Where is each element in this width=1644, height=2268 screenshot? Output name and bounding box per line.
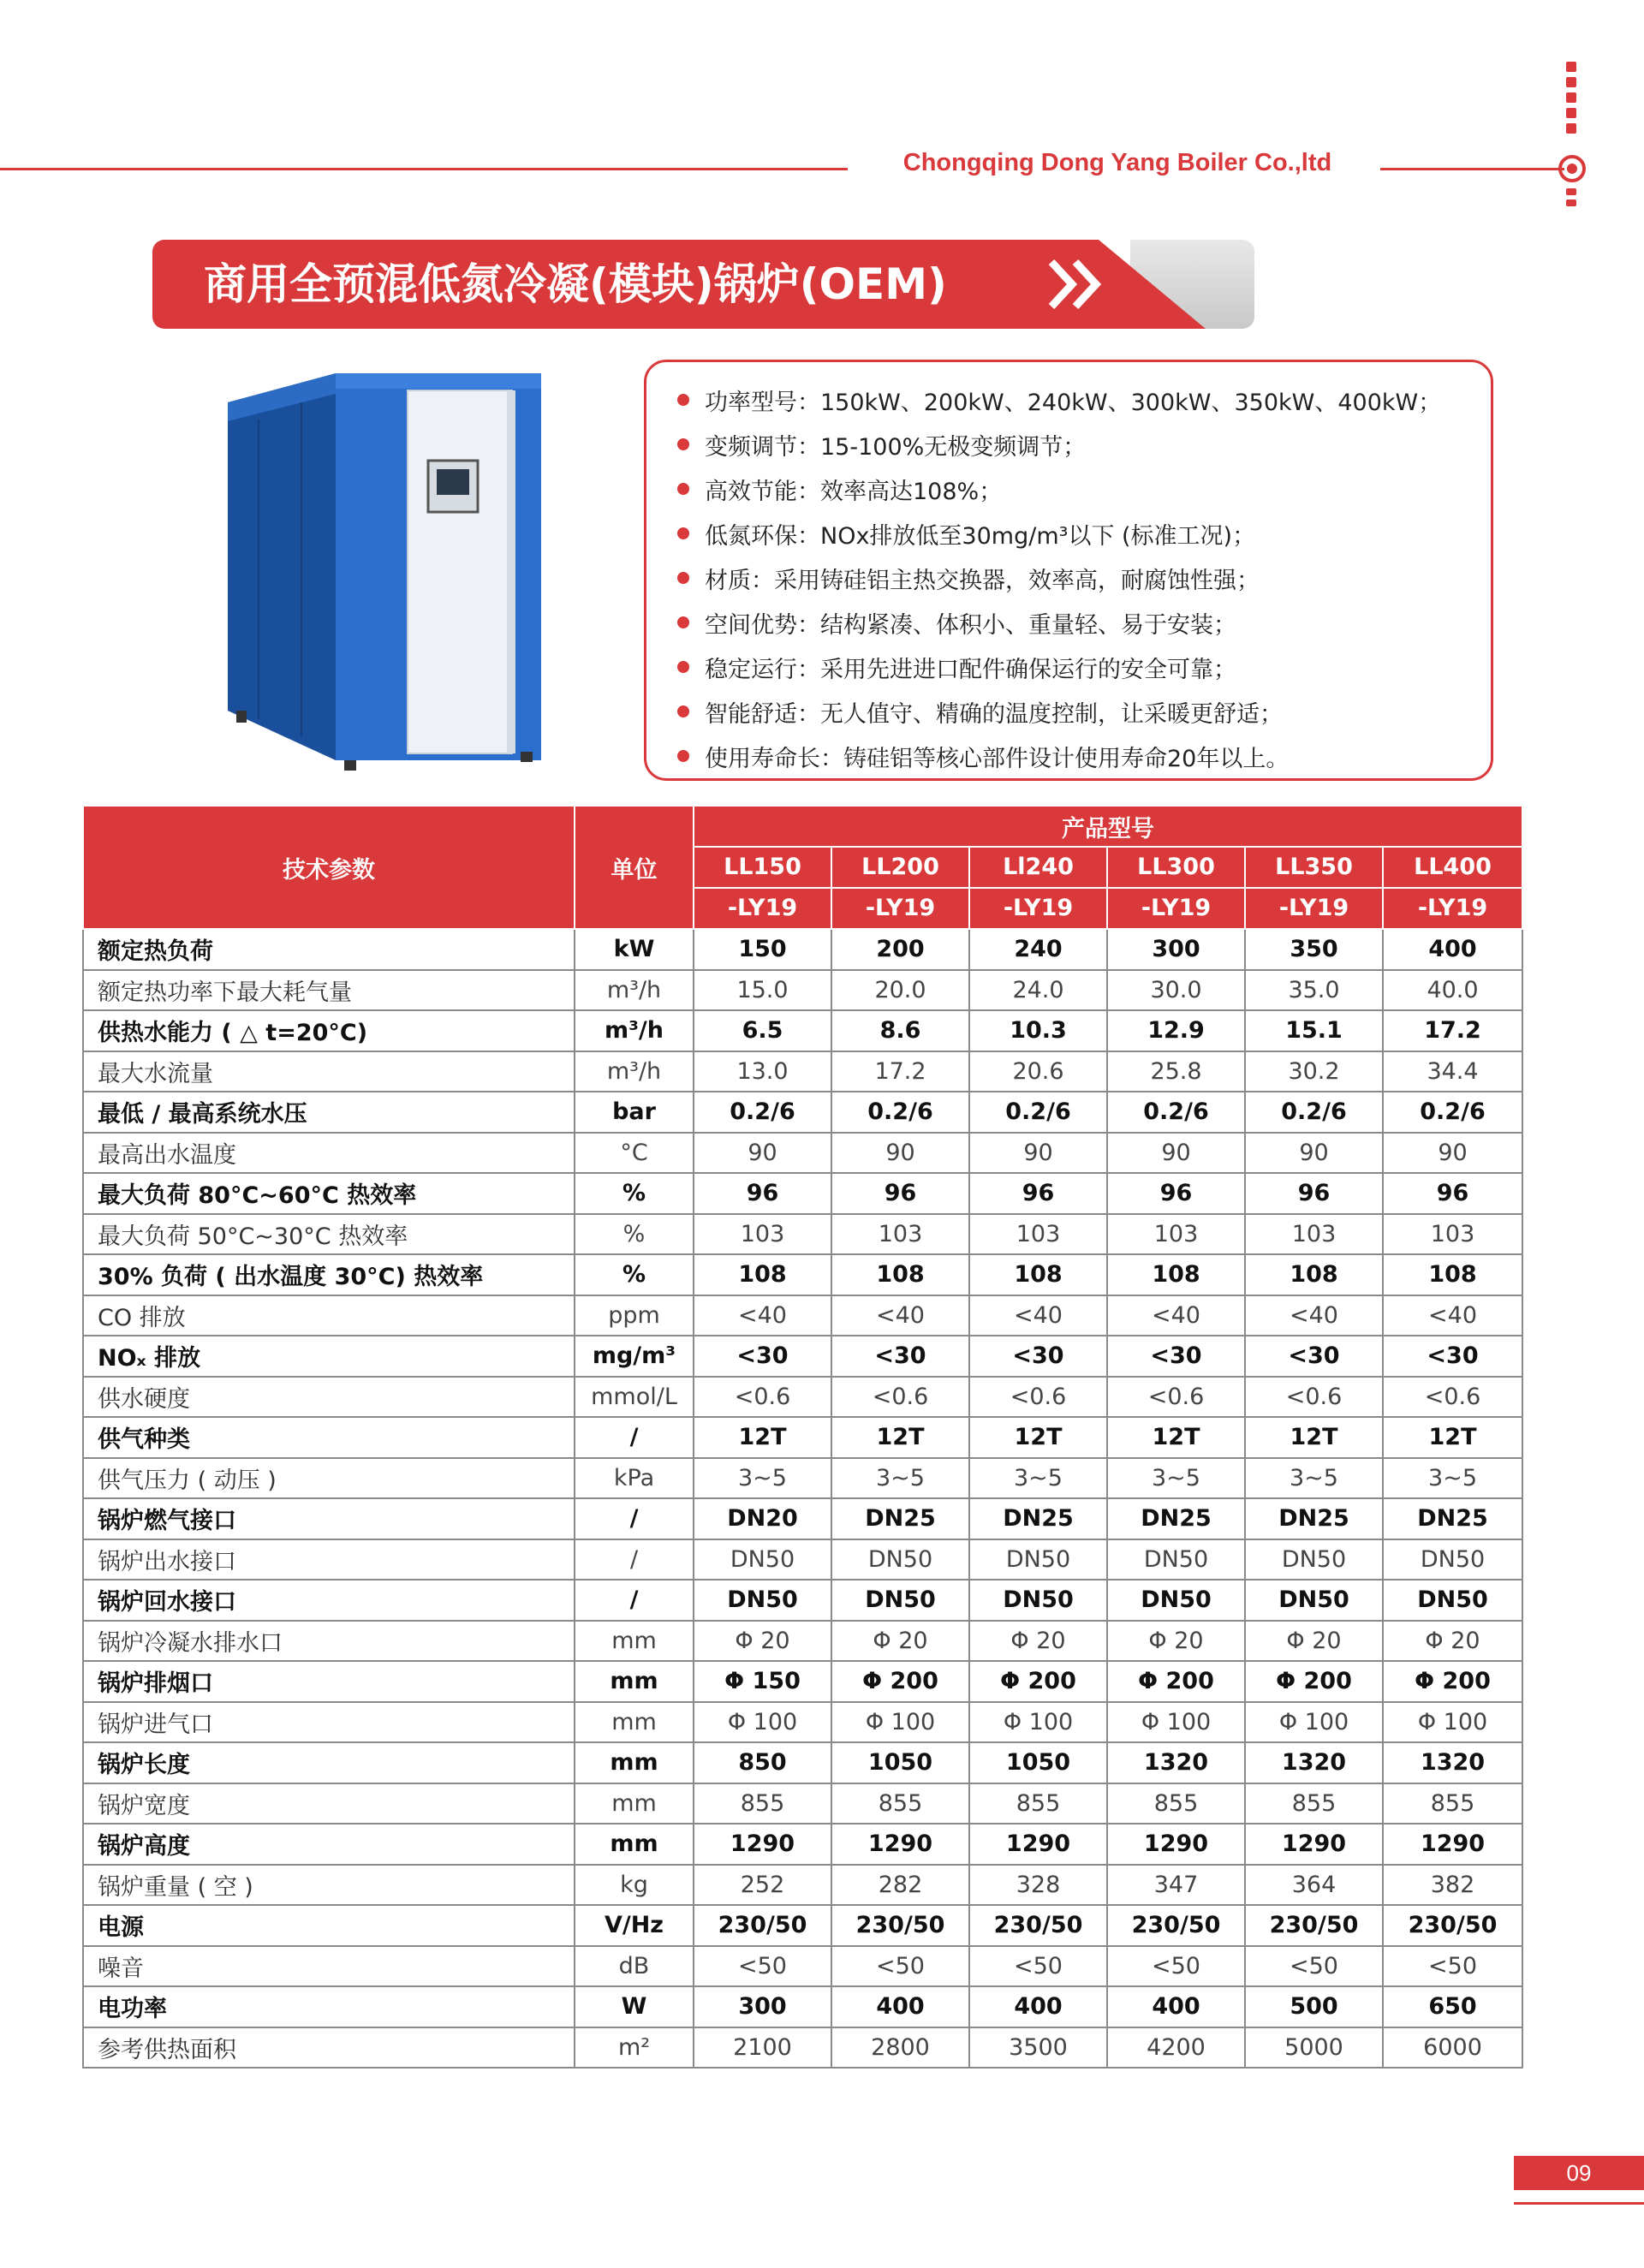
table-row [83, 1417, 1522, 1458]
param-value: 108 [969, 1254, 1107, 1295]
table-row [83, 1824, 1522, 1865]
model-suffix: -LY19 [831, 888, 969, 929]
company-name: Chongqing Dong Yang Boiler Co.,ltd [902, 149, 1332, 176]
param-unit: W [575, 1986, 694, 2027]
param-header: 技术参数 [83, 806, 575, 929]
param-value: DN50 [1383, 1580, 1522, 1621]
param-value: DN25 [1245, 1498, 1383, 1539]
model-header: Ll240 [969, 847, 1107, 888]
param-value: Φ 20 [694, 1621, 831, 1662]
param-value: <30 [969, 1336, 1107, 1377]
param-value: <0.6 [1245, 1377, 1383, 1418]
param-value: Φ 100 [1107, 1702, 1245, 1743]
param-value: 15.0 [694, 970, 831, 1011]
param-unit: / [575, 1417, 694, 1458]
param-value: 103 [1107, 1214, 1245, 1255]
model-header: LL350 [1245, 847, 1383, 888]
param-value: 400 [1107, 1986, 1245, 2027]
param-unit: kPa [575, 1458, 694, 1499]
param-value: 96 [1383, 1173, 1522, 1214]
param-value: 103 [694, 1214, 831, 1255]
param-value: <40 [1245, 1295, 1383, 1336]
model-header: LL300 [1107, 847, 1245, 888]
param-value: DN50 [1107, 1580, 1245, 1621]
table-row [83, 1051, 1522, 1092]
param-name: 电源 [83, 1905, 575, 1946]
param-value: 300 [694, 1986, 831, 2027]
param-value: 347 [1107, 1865, 1245, 1906]
param-value: 1290 [1107, 1824, 1245, 1865]
param-unit: m³/h [575, 1051, 694, 1092]
param-unit: mm [575, 1783, 694, 1825]
model-group-header: 产品型号 [694, 806, 1522, 847]
param-value: 108 [694, 1254, 831, 1295]
param-value: 103 [969, 1214, 1107, 1255]
param-value: <30 [1107, 1336, 1245, 1377]
table-row [83, 1498, 1522, 1539]
param-unit: / [575, 1580, 694, 1621]
features-box [644, 360, 1493, 781]
param-value: 2100 [694, 2027, 831, 2069]
param-value: 12T [1245, 1417, 1383, 1458]
param-value: 855 [1383, 1783, 1522, 1825]
param-value: 0.2/6 [1245, 1092, 1383, 1133]
param-name: 额定热负荷 [83, 929, 575, 970]
param-value: 0.2/6 [1107, 1092, 1245, 1133]
param-unit: V/Hz [575, 1905, 694, 1946]
param-value: 500 [1245, 1986, 1383, 2027]
table-row [83, 1661, 1522, 1702]
param-value: 252 [694, 1865, 831, 1906]
header-dots-decoration [1566, 62, 1578, 139]
param-value: DN50 [831, 1539, 969, 1580]
param-value: 24.0 [969, 970, 1107, 1011]
param-name: 锅炉回水接口 [83, 1580, 575, 1621]
param-value: 5000 [1245, 2027, 1383, 2069]
feature-item: 高效节能：效率高达108%； [677, 467, 1491, 511]
param-name: 噪音 [83, 1946, 575, 1987]
table-row [83, 929, 1522, 970]
param-value: 20.0 [831, 970, 969, 1011]
spec-table [82, 805, 1523, 2069]
param-value: Φ 20 [1383, 1621, 1522, 1662]
param-name: 供水硬度 [83, 1377, 575, 1418]
param-name: 供热水能力 ( △ t=20°C) [83, 1010, 575, 1051]
param-unit: m³/h [575, 970, 694, 1011]
table-row [83, 1742, 1522, 1783]
param-value: <40 [969, 1295, 1107, 1336]
param-value: Φ 20 [1245, 1621, 1383, 1662]
bullet-icon [677, 616, 689, 628]
param-value: 855 [831, 1783, 969, 1825]
table-row [83, 1173, 1522, 1214]
param-name: 锅炉高度 [83, 1824, 575, 1865]
param-value: 850 [694, 1742, 831, 1783]
param-value: 400 [831, 1986, 969, 2027]
param-unit: mm [575, 1824, 694, 1865]
bullet-icon [677, 394, 689, 406]
param-value: 3~5 [1245, 1458, 1383, 1499]
param-name: 锅炉冷凝水排水口 [83, 1621, 575, 1662]
param-value: 855 [1245, 1783, 1383, 1825]
param-value: Φ 200 [1383, 1661, 1522, 1702]
bullet-icon [677, 438, 689, 450]
page-number: 09 [1514, 2156, 1644, 2190]
param-name: 供气种类 [83, 1417, 575, 1458]
param-value: 90 [831, 1133, 969, 1174]
param-unit: % [575, 1254, 694, 1295]
param-name: 最高出水温度 [83, 1133, 575, 1174]
target-icon [1558, 155, 1586, 182]
param-name: 最大负荷 50°C~30°C 热效率 [83, 1214, 575, 1255]
param-value: 3~5 [831, 1458, 969, 1499]
param-value: 103 [1383, 1214, 1522, 1255]
param-value: 17.2 [831, 1051, 969, 1092]
param-name: 30% 负荷 ( 出水温度 30°C) 热效率 [83, 1254, 575, 1295]
table-row [83, 1010, 1522, 1051]
param-value: 855 [969, 1783, 1107, 1825]
param-value: 230/50 [1245, 1905, 1383, 1946]
param-value: 12T [831, 1417, 969, 1458]
boiler-product-image [224, 368, 550, 771]
bullet-icon [677, 661, 689, 673]
param-unit: / [575, 1539, 694, 1580]
param-value: <40 [1107, 1295, 1245, 1336]
param-value: DN50 [1107, 1539, 1245, 1580]
param-name: CO 排放 [83, 1295, 575, 1336]
param-name: 供气压力 ( 动压 ) [83, 1458, 575, 1499]
param-name: 锅炉燃气接口 [83, 1498, 575, 1539]
bullet-icon [677, 527, 689, 539]
param-value: 108 [831, 1254, 969, 1295]
param-value: 400 [969, 1986, 1107, 2027]
param-name: 锅炉宽度 [83, 1783, 575, 1825]
param-value: 282 [831, 1865, 969, 1906]
model-header: LL150 [694, 847, 831, 888]
param-value: 1290 [831, 1824, 969, 1865]
param-value: <40 [831, 1295, 969, 1336]
table-row [83, 2027, 1522, 2069]
param-value: 30.2 [1245, 1051, 1383, 1092]
param-value: 0.2/6 [969, 1092, 1107, 1133]
param-name: 电功率 [83, 1986, 575, 2027]
param-value: 4200 [1107, 2027, 1245, 2069]
param-value: <0.6 [831, 1377, 969, 1418]
param-value: 96 [1107, 1173, 1245, 1214]
param-value: <0.6 [1107, 1377, 1245, 1418]
bullet-icon [677, 572, 689, 584]
param-value: 200 [831, 929, 969, 970]
param-value: 1320 [1107, 1742, 1245, 1783]
table-row [83, 1295, 1522, 1336]
param-unit: % [575, 1214, 694, 1255]
model-header: LL400 [1383, 847, 1522, 888]
param-value: DN25 [1107, 1498, 1245, 1539]
double-chevron-icon [1046, 257, 1106, 312]
table-row [83, 1986, 1522, 2027]
param-name: 锅炉排烟口 [83, 1661, 575, 1702]
feature-item: 稳定运行：采用先进进口配件确保运行的安全可靠； [677, 645, 1491, 689]
table-row [83, 1865, 1522, 1906]
param-value: <30 [694, 1336, 831, 1377]
param-value: <30 [1383, 1336, 1522, 1377]
param-unit: °C [575, 1133, 694, 1174]
param-value: 108 [1107, 1254, 1245, 1295]
model-suffix: -LY19 [1383, 888, 1522, 929]
param-value: 855 [694, 1783, 831, 1825]
param-value: 90 [1107, 1133, 1245, 1174]
header-rule-left [0, 168, 848, 170]
param-name: 锅炉出水接口 [83, 1539, 575, 1580]
param-unit: mg/m³ [575, 1336, 694, 1377]
param-value: 1290 [1245, 1824, 1383, 1865]
param-value: 30.0 [1107, 970, 1245, 1011]
param-value: 230/50 [831, 1905, 969, 1946]
page-title: 商用全预混低氮冷凝(模块)锅炉(OEM) [204, 259, 947, 309]
param-value: 35.0 [1245, 970, 1383, 1011]
param-value: 1050 [831, 1742, 969, 1783]
param-value: DN50 [1245, 1539, 1383, 1580]
param-value: <30 [1245, 1336, 1383, 1377]
param-value: 230/50 [1107, 1905, 1245, 1946]
param-name: 额定热功率下最大耗气量 [83, 970, 575, 1011]
param-value: 12T [1107, 1417, 1245, 1458]
param-value: 103 [831, 1214, 969, 1255]
feature-item: 低氮环保：NOx排放低至30mg/m³以下 (标准工况)； [677, 511, 1491, 556]
table-row [83, 1133, 1522, 1174]
param-value: 1050 [969, 1742, 1107, 1783]
param-value: 25.8 [1107, 1051, 1245, 1092]
param-unit: bar [575, 1092, 694, 1133]
param-value: <0.6 [694, 1377, 831, 1418]
param-name: 最低 / 最高系统水压 [83, 1092, 575, 1133]
param-value: 1290 [969, 1824, 1107, 1865]
param-value: Φ 150 [694, 1661, 831, 1702]
param-value: <40 [694, 1295, 831, 1336]
param-value: DN50 [1383, 1539, 1522, 1580]
param-value: 13.0 [694, 1051, 831, 1092]
param-unit: ppm [575, 1295, 694, 1336]
param-unit: m² [575, 2027, 694, 2069]
param-value: Φ 20 [969, 1621, 1107, 1662]
param-value: 0.2/6 [694, 1092, 831, 1133]
param-name: 最大负荷 80°C~60°C 热效率 [83, 1173, 575, 1214]
param-value: DN25 [831, 1498, 969, 1539]
param-value: Φ 20 [1107, 1621, 1245, 1662]
param-value: 650 [1383, 1986, 1522, 2027]
param-value: 3~5 [1383, 1458, 1522, 1499]
param-value: 0.2/6 [831, 1092, 969, 1133]
bullet-icon [677, 750, 689, 762]
param-value: 17.2 [1383, 1010, 1522, 1051]
param-value: 2800 [831, 2027, 969, 2069]
param-value: <50 [694, 1946, 831, 1987]
param-value: 8.6 [831, 1010, 969, 1051]
param-value: 90 [1383, 1133, 1522, 1174]
param-value: 108 [1383, 1254, 1522, 1295]
param-value: 90 [1245, 1133, 1383, 1174]
param-unit: mm [575, 1661, 694, 1702]
param-value: <50 [969, 1946, 1107, 1987]
param-value: DN20 [694, 1498, 831, 1539]
param-value: 34.4 [1383, 1051, 1522, 1092]
param-value: <40 [1383, 1295, 1522, 1336]
table-row [83, 1905, 1522, 1946]
table-row [83, 1336, 1522, 1377]
param-value: 230/50 [694, 1905, 831, 1946]
model-suffix: -LY19 [1107, 888, 1245, 929]
param-value: Φ 200 [969, 1661, 1107, 1702]
param-value: DN25 [969, 1498, 1107, 1539]
param-value: 12T [1383, 1417, 1522, 1458]
param-value: 20.6 [969, 1051, 1107, 1092]
feature-item: 材质：采用铸硅铝主热交换器，效率高，耐腐蚀性强； [677, 556, 1491, 600]
param-value: Φ 100 [1245, 1702, 1383, 1743]
param-value: DN50 [1245, 1580, 1383, 1621]
table-row [83, 1783, 1522, 1825]
table-row [83, 1621, 1522, 1662]
param-unit: mm [575, 1702, 694, 1743]
param-value: 90 [969, 1133, 1107, 1174]
feature-item: 智能舒适：无人值守、精确的温度控制，让采暖更舒适； [677, 689, 1491, 734]
feature-item: 空间优势：结构紧凑、体积小、重量轻、易于安装； [677, 600, 1491, 645]
param-name: 锅炉重量 ( 空 ) [83, 1865, 575, 1906]
param-value: 400 [1383, 929, 1522, 970]
param-value: <30 [831, 1336, 969, 1377]
param-value: 230/50 [1383, 1905, 1522, 1946]
param-value: 15.1 [1245, 1010, 1383, 1051]
param-value: 10.3 [969, 1010, 1107, 1051]
param-value: 90 [694, 1133, 831, 1174]
param-value: <0.6 [969, 1377, 1107, 1418]
footer-rule [1514, 2202, 1644, 2205]
param-value: 240 [969, 929, 1107, 970]
param-unit: mm [575, 1621, 694, 1662]
param-value: 150 [694, 929, 831, 970]
param-value: Φ 20 [831, 1621, 969, 1662]
bullet-icon [677, 483, 689, 495]
spec-table-body [83, 929, 1522, 2068]
table-row [83, 970, 1522, 1011]
param-value: 1290 [694, 1824, 831, 1865]
param-value: 96 [831, 1173, 969, 1214]
table-row [83, 1539, 1522, 1580]
header-rule-right [1380, 168, 1564, 170]
param-value: DN50 [969, 1539, 1107, 1580]
model-suffix: -LY19 [1245, 888, 1383, 929]
param-value: <50 [1383, 1946, 1522, 1987]
feature-item: 功率型号：150kW、200kW、240kW、300kW、350kW、400kW； [677, 378, 1491, 422]
table-row [83, 1214, 1522, 1255]
param-value: Φ 100 [694, 1702, 831, 1743]
param-value: 300 [1107, 929, 1245, 970]
param-value: 3~5 [1107, 1458, 1245, 1499]
param-value: <50 [1107, 1946, 1245, 1987]
param-unit: / [575, 1498, 694, 1539]
param-value: DN50 [694, 1580, 831, 1621]
param-value: Φ 200 [831, 1661, 969, 1702]
bullet-icon [677, 705, 689, 717]
param-value: Φ 100 [1383, 1702, 1522, 1743]
table-row [83, 1580, 1522, 1621]
param-value: 96 [1245, 1173, 1383, 1214]
table-row [83, 1946, 1522, 1987]
param-value: Φ 200 [1245, 1661, 1383, 1702]
table-row [83, 1702, 1522, 1743]
param-value: <0.6 [1383, 1377, 1522, 1418]
param-value: <50 [1245, 1946, 1383, 1987]
param-unit: mm [575, 1742, 694, 1783]
param-value: DN25 [1383, 1498, 1522, 1539]
param-unit: % [575, 1173, 694, 1214]
param-name: NOₓ 排放 [83, 1336, 575, 1377]
header-dots-decoration-lower [1566, 188, 1578, 211]
param-value: DN50 [831, 1580, 969, 1621]
param-value: 1320 [1245, 1742, 1383, 1783]
param-unit: kW [575, 929, 694, 970]
param-unit: kg [575, 1865, 694, 1906]
param-value: 96 [969, 1173, 1107, 1214]
table-row [83, 1458, 1522, 1499]
param-unit: m³/h [575, 1010, 694, 1051]
param-value: 855 [1107, 1783, 1245, 1825]
param-value: 1320 [1383, 1742, 1522, 1783]
param-name: 锅炉进气口 [83, 1702, 575, 1743]
table-row [83, 1254, 1522, 1295]
param-value: 96 [694, 1173, 831, 1214]
param-value: 3~5 [969, 1458, 1107, 1499]
feature-item: 使用寿命长：铸硅铝等核心部件设计使用寿命20年以上。 [677, 734, 1491, 778]
param-unit: mmol/L [575, 1377, 694, 1418]
param-value: 108 [1245, 1254, 1383, 1295]
param-value: 12T [694, 1417, 831, 1458]
table-row [83, 1092, 1522, 1133]
param-value: <50 [831, 1946, 969, 1987]
param-name: 最大水流量 [83, 1051, 575, 1092]
model-header: LL200 [831, 847, 969, 888]
param-value: 12T [969, 1417, 1107, 1458]
feature-item: 变频调节：15-100%无极变频调节； [677, 422, 1491, 467]
param-value: Φ 200 [1107, 1661, 1245, 1702]
param-value: DN50 [694, 1539, 831, 1580]
model-suffix: -LY19 [969, 888, 1107, 929]
param-name: 参考供热面积 [83, 2027, 575, 2069]
param-value: 364 [1245, 1865, 1383, 1906]
table-row [83, 1377, 1522, 1418]
param-value: DN50 [969, 1580, 1107, 1621]
param-value: 3500 [969, 2027, 1107, 2069]
param-value: 103 [1245, 1214, 1383, 1255]
param-value: 1290 [1383, 1824, 1522, 1865]
param-value: 6.5 [694, 1010, 831, 1051]
param-value: 40.0 [1383, 970, 1522, 1011]
param-unit: dB [575, 1946, 694, 1987]
param-value: 12.9 [1107, 1010, 1245, 1051]
param-value: Φ 100 [969, 1702, 1107, 1743]
unit-header: 单位 [575, 806, 694, 929]
param-value: 3~5 [694, 1458, 831, 1499]
param-value: 6000 [1383, 2027, 1522, 2069]
model-suffix: -LY19 [694, 888, 831, 929]
param-value: 350 [1245, 929, 1383, 970]
param-value: Φ 100 [831, 1702, 969, 1743]
param-value: 328 [969, 1865, 1107, 1906]
param-name: 锅炉长度 [83, 1742, 575, 1783]
param-value: 382 [1383, 1865, 1522, 1906]
param-value: 230/50 [969, 1905, 1107, 1946]
param-value: 0.2/6 [1383, 1092, 1522, 1133]
